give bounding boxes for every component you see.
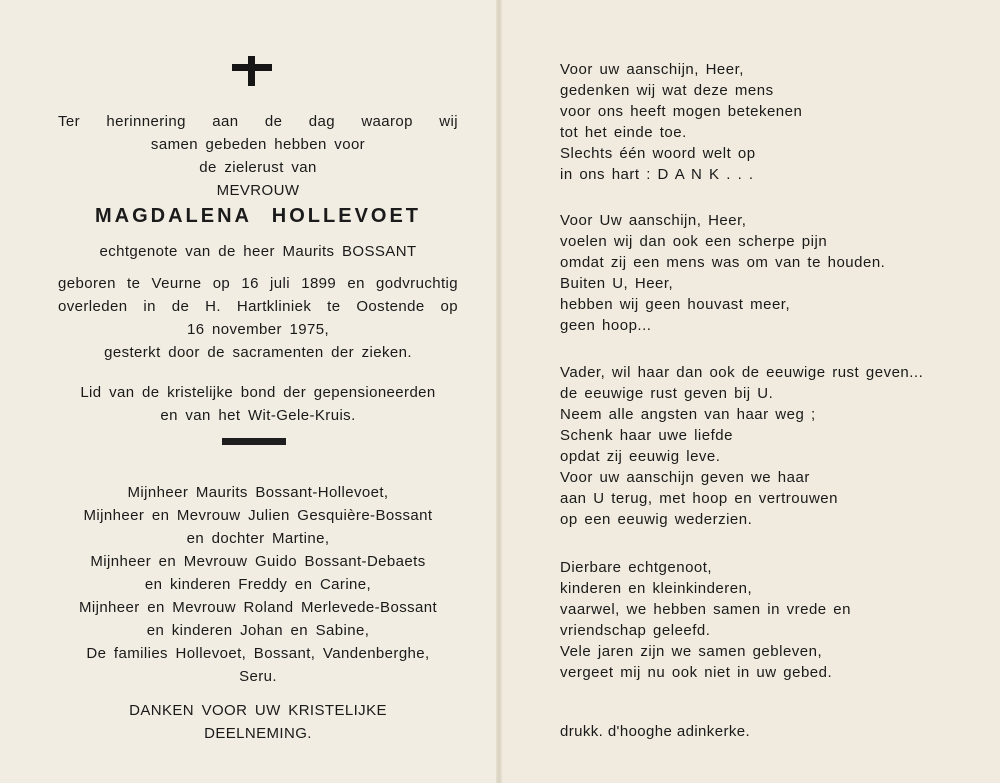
poem-line: in ons hart : D A N K . . . bbox=[560, 166, 754, 183]
divider-bar bbox=[222, 438, 286, 445]
member-line: en van het Wit-Gele-Kruis. bbox=[160, 407, 356, 424]
printer-credit: drukk. d'hooghe adinkerke. bbox=[560, 723, 751, 740]
stanza-1 bbox=[560, 59, 970, 185]
family-line: Mijnheer Maurits Bossant-Hollevoet, bbox=[127, 484, 389, 501]
poem-line: Schenk haar uwe liefde bbox=[560, 427, 733, 444]
poem-line: gedenken wij wat deze mens bbox=[560, 82, 774, 99]
poem-line: tot het einde toe. bbox=[560, 124, 687, 141]
family-line: Mijnheer en Mevrouw Roland Merlevede-Bossant bbox=[78, 599, 438, 616]
member-line: Lid van de kristelijke bond der gepensioneerden bbox=[80, 384, 436, 401]
poem-line: vaarwel, we hebben samen in vrede en bbox=[560, 601, 851, 618]
poem-line: vriendschap geleefd. bbox=[560, 622, 711, 639]
intro-line: Ter herinnering aan de dag waarop wij bbox=[58, 113, 458, 130]
poem-line: voor ons heeft mogen betekenen bbox=[560, 103, 803, 120]
intro-line: de zielerust van bbox=[199, 159, 317, 176]
stanza-2 bbox=[560, 210, 970, 336]
poem-line: Voor Uw aanschijn, Heer, bbox=[560, 212, 747, 229]
poem-line: Neem alle angsten van haar weg ; bbox=[560, 406, 816, 423]
family-line: en kinderen Freddy en Carine, bbox=[144, 576, 372, 593]
stanza-4 bbox=[560, 557, 970, 683]
birth-line: 16 november 1975, bbox=[186, 321, 330, 338]
spouse-line bbox=[58, 240, 458, 263]
poem-line: Voor uw aanschijn geven we haar bbox=[560, 469, 810, 486]
poem-line: de eeuwige rust geven bij U. bbox=[560, 385, 774, 402]
cross-icon bbox=[232, 56, 272, 86]
poem-line: kinderen en kleinkinderen, bbox=[560, 580, 753, 597]
deceased-name: MAGDALENA HOLLEVOET bbox=[94, 205, 422, 227]
birth-block bbox=[58, 272, 458, 364]
poem-line: Dierbare echtgenoot, bbox=[560, 559, 713, 576]
family-line: en kinderen Johan en Sabine, bbox=[146, 622, 370, 639]
spouse-text: echtgenote van de heer Maurits BOSSANT bbox=[99, 243, 417, 260]
family-line: en dochter Martine, bbox=[186, 530, 330, 547]
stanza-3 bbox=[560, 362, 970, 530]
family-line: Mijnheer en Mevrouw Guido Bossant-Debaets bbox=[90, 553, 426, 570]
thanks-line: DANKEN VOOR UW KRISTELIJKE bbox=[129, 702, 387, 719]
poem-line: aan U terug, met hoop en vertrouwen bbox=[560, 490, 838, 507]
poem-line: hebben wij geen houvast meer, bbox=[560, 296, 791, 313]
poem-line: vergeet mij nu ook niet in uw gebed. bbox=[560, 664, 833, 681]
poem-line: voelen wij dan ook een scherpe pijn bbox=[560, 233, 828, 250]
card-fold bbox=[496, 0, 502, 783]
poem-line: Slechts één woord welt op bbox=[560, 145, 756, 162]
poem-line: op een eeuwig wederzien. bbox=[560, 511, 753, 528]
intro-block bbox=[58, 110, 458, 202]
poem-line: Buiten U, Heer, bbox=[560, 275, 674, 292]
poem-line: Voor uw aanschijn, Heer, bbox=[560, 61, 744, 78]
poem-line: opdat zij eeuwig leve. bbox=[560, 448, 721, 465]
member-block bbox=[58, 381, 458, 427]
poem-line: geen hoop... bbox=[560, 317, 652, 334]
birth-line: gesterkt door de sacramenten der zieken. bbox=[104, 344, 412, 361]
thanks-block bbox=[58, 699, 458, 745]
poem-line: omdat zij een mens was om van te houden. bbox=[560, 254, 886, 271]
birth-line: overleden in de H. Hartkliniek te Oostende op bbox=[58, 298, 458, 315]
intro-line: samen gebeden hebben voor bbox=[150, 136, 366, 153]
family-block bbox=[58, 481, 458, 688]
family-line: Seru. bbox=[239, 668, 277, 685]
family-line: De families Hollevoet, Bossant, Vandenberghe, bbox=[86, 645, 430, 662]
poem-line: Vele jaren zijn we samen gebleven, bbox=[560, 643, 823, 660]
intro-line: MEVROUW bbox=[216, 182, 300, 199]
birth-line: geboren te Veurne op 16 juli 1899 en godvruchtig bbox=[58, 275, 458, 292]
family-line: Mijnheer en Mevrouw Julien Gesquière-Bossant bbox=[83, 507, 433, 524]
thanks-line: DEELNEMING. bbox=[204, 725, 312, 742]
poem-line: Vader, wil haar dan ook de eeuwige rust geven... bbox=[560, 364, 924, 381]
